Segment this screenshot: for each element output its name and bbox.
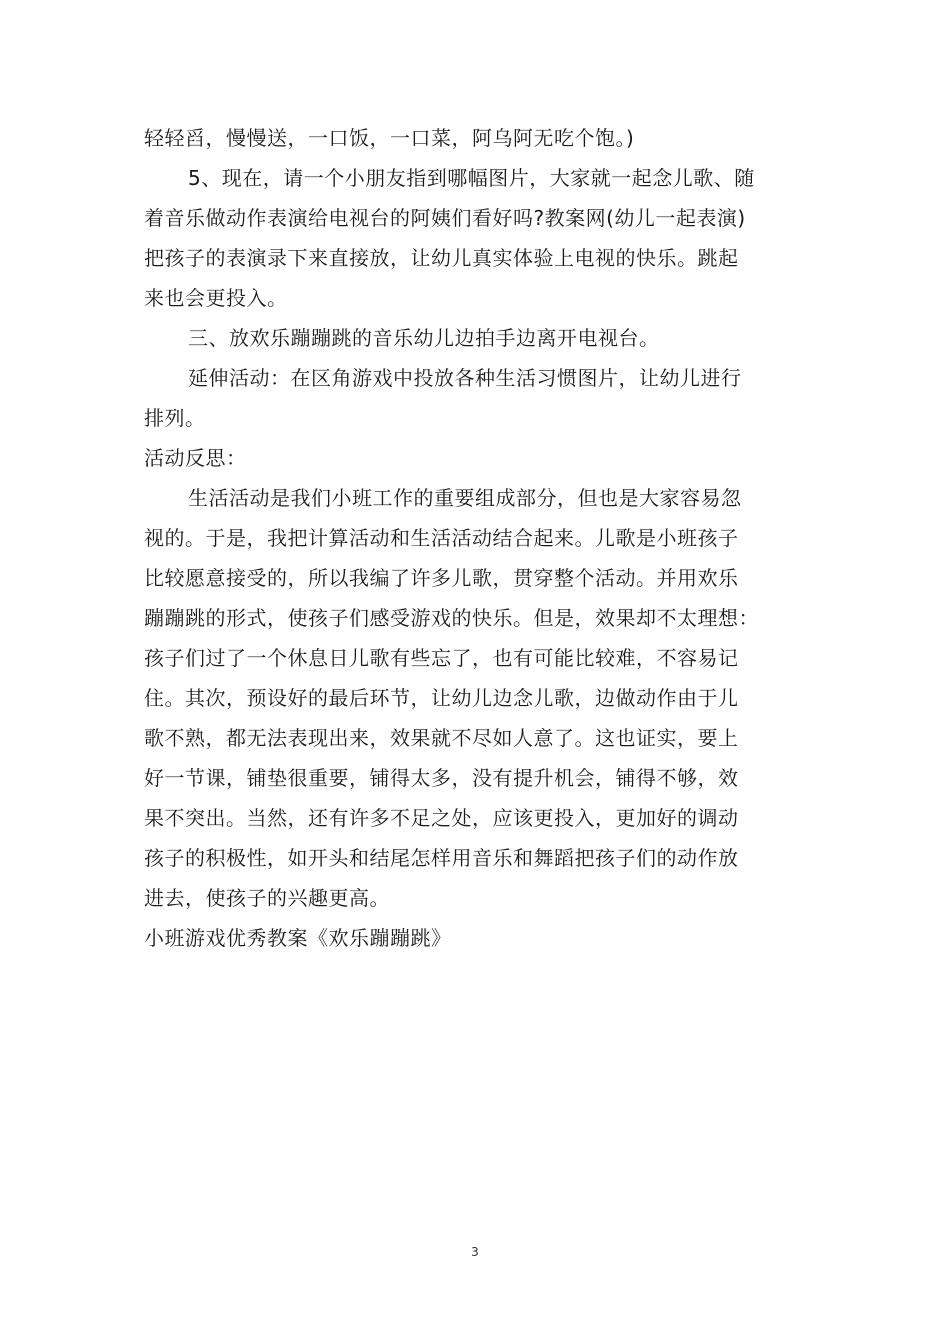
- text-line: 三、放欢乐蹦蹦跳的音乐幼儿边拍手边离开电视台。: [188, 326, 660, 350]
- document-title-line: 小班游戏优秀教案《欢乐蹦蹦跳》: [144, 926, 452, 950]
- text-line: 来也会更投入。: [144, 286, 288, 310]
- text-line: 比较愿意接受的，所以我编了许多儿歌，贯穿整个活动。并用欢乐: [144, 566, 739, 590]
- text-line: 孩子的积极性，如开头和结尾怎样用音乐和舞蹈把孩子们的动作放: [144, 846, 739, 870]
- text-line: 轻轻舀，慢慢送，一口饭，一口菜，阿乌阿无吃个饱。): [144, 126, 635, 150]
- text-line: 着音乐做动作表演给电视台的阿姨们看好吗?教案网(幼儿一起表演): [144, 206, 746, 230]
- text-line: 排列。: [144, 406, 206, 430]
- text-line: 把孩子的表演录下来直接放，让幼儿真实体验上电视的快乐。跳起: [144, 246, 739, 270]
- text-line: 5、现在，请一个小朋友指到哪幅图片，大家就一起念儿歌、随: [188, 166, 755, 190]
- text-line: 好一节课，铺垫很重要，铺得太多，没有提升机会，铺得不够，效: [144, 766, 739, 790]
- section-heading: 活动反思：: [144, 446, 247, 470]
- text-line: 孩子们过了一个休息日儿歌有些忘了，也有可能比较难，不容易记: [144, 646, 739, 670]
- text-line: 视的。于是，我把计算活动和生活活动结合起来。儿歌是小班孩子: [144, 526, 739, 550]
- document-body: [144, 118, 808, 958]
- text-line: 进去，使孩子的兴趣更高。: [144, 886, 390, 910]
- text-line: 歌不熟，都无法表现出来，效果就不尽如人意了。这也证实，要上: [144, 726, 739, 750]
- page-number: 3: [471, 1245, 479, 1259]
- text-line: 延伸活动：在区角游戏中投放各种生活习惯图片，让幼儿进行: [188, 366, 742, 390]
- text-line: 住。其次，预设好的最后环节，让幼儿边念儿歌，边做动作由于儿: [144, 686, 739, 710]
- text-line: 生活活动是我们小班工作的重要组成部分，但也是大家容易忽: [188, 486, 742, 510]
- text-line: 蹦蹦跳的形式，使孩子们感受游戏的快乐。但是，效果却不太理想：: [144, 606, 759, 630]
- text-line: 果不突出。当然，还有许多不足之处，应该更投入，更加好的调动: [144, 806, 739, 830]
